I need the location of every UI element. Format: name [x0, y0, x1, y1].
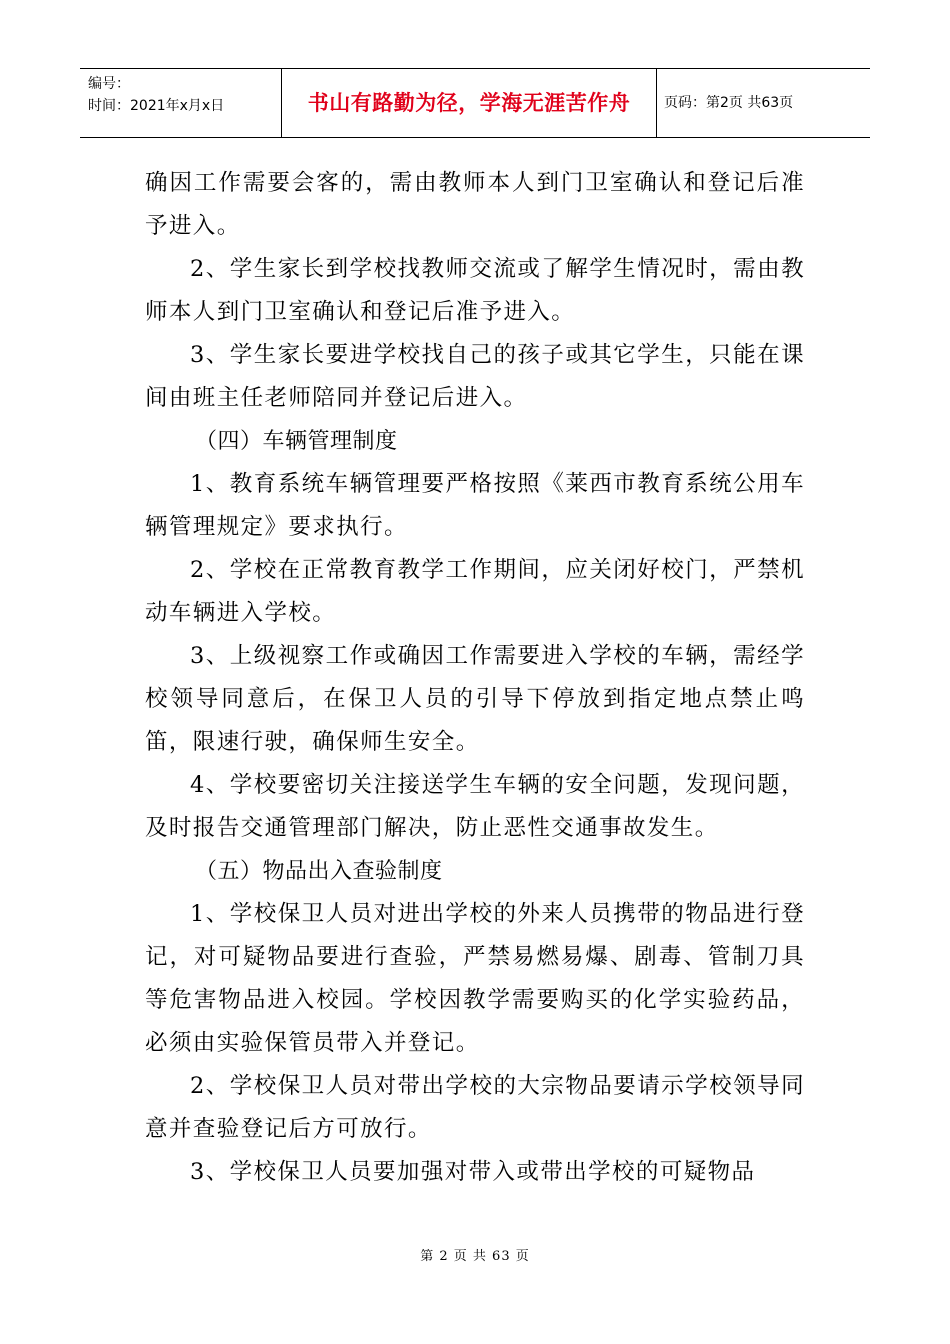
body-paragraph: 3、上级视察工作或确因工作需要进入学校的车辆，需经学校领导同意后，在保卫人员的引导下停放到指定地点禁止鸣笛，限速行驶，确保师生安全。 — [145, 643, 805, 755]
header-meta — [88, 73, 224, 117]
document-time-label: 时间：2021年x月x日 — [88, 98, 225, 114]
header-motto: 书山有路勤为径，学海无涯苦作舟 — [307, 91, 631, 115]
document-body — [145, 162, 805, 1194]
body-paragraph: 3、学生家长要进学校找自己的孩子或其它学生，只能在课间由班主任老师陪同并登记后进入。 — [145, 342, 805, 411]
section-heading: （五）物品出入查验制度 — [195, 859, 443, 884]
body-paragraph: 2、学校在正常教育教学工作期间，应关闭好校门，严禁机动车辆进入学校。 — [145, 557, 805, 626]
header-page-code: 页码：第2页 共63页 — [664, 95, 794, 111]
page-footer: 第 2 页 共 63 页 — [420, 1249, 530, 1264]
body-paragraph: 1、教育系统车辆管理要严格按照《莱西市教育系统公用车辆管理规定》要求执行。 — [145, 471, 805, 540]
body-paragraph: 1、学校保卫人员对进出学校的外来人员携带的物品进行登记，对可疑物品要进行查验，严禁易燃易爆、剧毒、管制刀具等危害物品进入校园。学校因教学需要购买的化学实验药品，必须由实验保管员带入并登记。 — [145, 901, 805, 1056]
section-heading: （四）车辆管理制度 — [195, 429, 398, 454]
page-header — [80, 68, 870, 138]
body-paragraph: 2、学校保卫人员对带出学校的大宗物品要请示学校领导同意并查验登记后方可放行。 — [145, 1073, 805, 1142]
body-paragraph: 2、学生家长到学校找教师交流或了解学生情况时，需由教师本人到门卫室确认和登记后准予进入。 — [145, 256, 805, 325]
document-number-label: 编号： — [88, 76, 130, 92]
header-divider — [656, 69, 657, 137]
body-paragraph: 3、学校保卫人员要加强对带入或带出学校的可疑物品 — [190, 1159, 756, 1185]
body-paragraph: 确因工作需要会客的，需由教师本人到门卫室确认和登记后准予进入。 — [145, 170, 805, 239]
body-paragraph: 4、学校要密切关注接送学生车辆的安全问题，发现问题，及时报告交通管理部门解决，防止恶性交通事故发生。 — [145, 772, 805, 841]
